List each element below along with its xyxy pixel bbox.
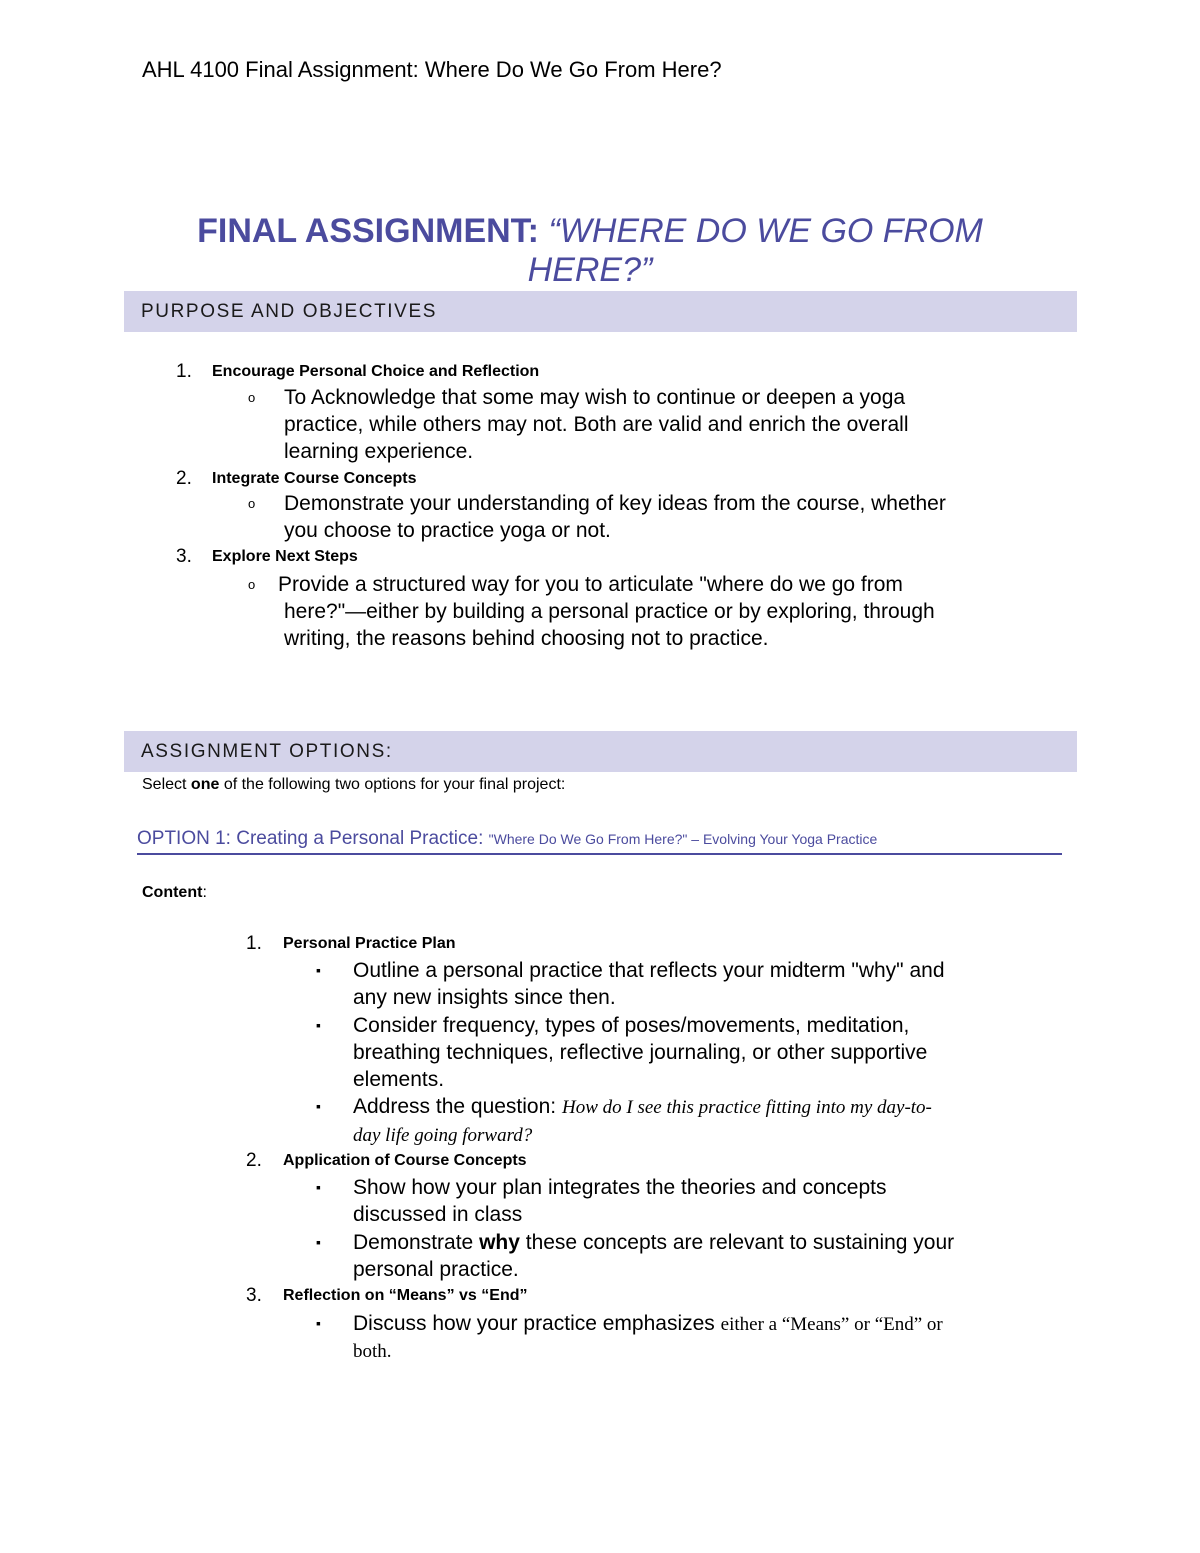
list-text: Show how your plan integrates the theories and concepts bbox=[353, 1176, 887, 1199]
list-number: 2. bbox=[246, 1150, 262, 1171]
square-bullet-icon: ▪ bbox=[316, 1315, 321, 1331]
content-item-title: Application of Course Concepts bbox=[283, 1152, 527, 1169]
square-bullet-icon: ▪ bbox=[316, 1179, 321, 1195]
question-italic: How do I see this practice fitting into my day-to- bbox=[561, 1097, 932, 1118]
instruction-text bbox=[142, 774, 565, 796]
section-heading-purpose: PURPOSE AND OBJECTIVES bbox=[124, 291, 1077, 332]
text-pre: Demonstrate bbox=[353, 1231, 480, 1254]
list-number: 1. bbox=[246, 933, 262, 954]
content-label bbox=[142, 881, 207, 905]
option1-subtitle: "Where Do We Go From Here?" – Evolving Your Yoga Practice bbox=[488, 831, 878, 847]
list-text bbox=[353, 1229, 954, 1256]
square-bullet-icon: ▪ bbox=[316, 962, 321, 978]
circle-bullet-icon: o bbox=[248, 390, 256, 405]
page-title bbox=[140, 212, 1040, 290]
list-text: you choose to practice yoga or not. bbox=[284, 519, 611, 542]
list-text: any new insights since then. bbox=[353, 986, 616, 1009]
list-text: elements. bbox=[353, 1068, 445, 1091]
list-text: Outline a personal practice that reflects your midterm "why" and bbox=[353, 959, 945, 982]
list-number: 2. bbox=[176, 468, 192, 489]
text-pre: Discuss how your practice emphasizes bbox=[353, 1312, 721, 1335]
list-text: breathing techniques, reflective journaling, or other supportive bbox=[353, 1041, 928, 1064]
question-italic: day life going forward? bbox=[353, 1125, 533, 1146]
circle-bullet-icon: o bbox=[248, 577, 256, 592]
list-text: Consider frequency, types of poses/movements, meditation, bbox=[353, 1014, 910, 1037]
list-text: both. bbox=[353, 1341, 392, 1362]
list-number: 3. bbox=[246, 1285, 262, 1306]
title-lead: FINAL ASSIGNMENT: bbox=[197, 212, 540, 250]
instruction-bold: one bbox=[190, 776, 220, 793]
list-text bbox=[353, 1310, 943, 1338]
text-post: these concepts are relevant to sustaining your bbox=[519, 1231, 955, 1254]
circle-bullet-icon: o bbox=[248, 496, 256, 511]
content-item-title: Personal Practice Plan bbox=[283, 935, 456, 952]
question-lead: Address the question: bbox=[353, 1095, 562, 1118]
content-colon: : bbox=[202, 884, 207, 901]
running-header: AHL 4100 Final Assignment: Where Do We Go From Here? bbox=[142, 57, 722, 82]
list-number: 3. bbox=[176, 546, 192, 567]
instruction-pre: Select bbox=[142, 776, 191, 793]
list-text: here?"—either by building a personal practice or by exploring, through bbox=[284, 600, 935, 623]
list-text: To Acknowledge that some may wish to continue or deepen a yoga bbox=[284, 386, 906, 409]
list-text: writing, the reasons behind choosing not to practice. bbox=[284, 627, 769, 650]
list-text: Demonstrate your understanding of key ideas from the course, whether bbox=[284, 492, 946, 515]
objective-title: Encourage Personal Choice and Reflection bbox=[212, 363, 540, 380]
objective-title: Explore Next Steps bbox=[212, 548, 358, 565]
list-text: practice, while others may not. Both are valid and enrich the overall bbox=[284, 413, 909, 436]
list-text: discussed in class bbox=[353, 1203, 523, 1226]
list-text: Provide a structured way for you to articulate "where do we go from bbox=[278, 573, 903, 596]
section-heading-options: ASSIGNMENT OPTIONS: bbox=[124, 731, 1077, 772]
content-item-title: Reflection on “Means” vs “End” bbox=[283, 1287, 528, 1304]
square-bullet-icon: ▪ bbox=[316, 1017, 321, 1033]
content-label-text: Content bbox=[142, 884, 203, 901]
text-serif: either a “Means” or “End” or bbox=[720, 1314, 943, 1335]
list-number: 1. bbox=[176, 361, 192, 382]
objective-title: Integrate Course Concepts bbox=[212, 470, 417, 487]
square-bullet-icon: ▪ bbox=[316, 1234, 321, 1250]
option1-heading bbox=[137, 826, 1062, 855]
instruction-post: of the following two options for your final project: bbox=[219, 776, 566, 793]
list-text: learning experience. bbox=[284, 440, 474, 463]
list-text bbox=[353, 1093, 932, 1121]
list-text: personal practice. bbox=[353, 1258, 519, 1281]
title-quoted: “WHERE DO WE GO FROM HERE?” bbox=[527, 212, 983, 289]
text-bold: why bbox=[479, 1231, 520, 1254]
square-bullet-icon: ▪ bbox=[316, 1098, 321, 1114]
option1-main: OPTION 1: Creating a Personal Practice: bbox=[137, 828, 489, 849]
